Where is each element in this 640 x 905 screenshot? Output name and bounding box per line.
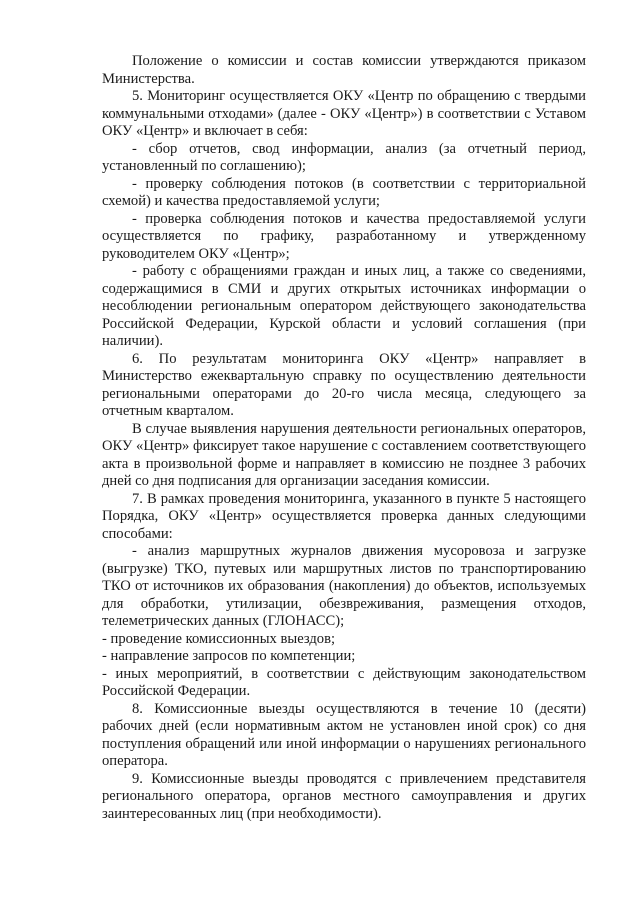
list-item: - сбор отчетов, свод информации, анализ (за отчетный период, установленный по соглашению); <box>102 140 586 174</box>
paragraph-violation: В случае выявления нарушения деятельности региональных операторов, ОКУ «Центр» фиксирует такое нарушение с составлением соответствующего акта в произвольной форме и направляет в комиссию не позднее 3 рабочих дней со дня подписания для организации заседания комиссии. <box>102 420 586 489</box>
list-item: - проверка соблюдения потоков и качества предоставляемой услуги осуществляется по графику, разработанному и утвержденному руководителем ОКУ «Центр»; <box>102 210 586 262</box>
paragraph-item-5: 5. Мониторинг осуществляется ОКУ «Центр по обращению с твердыми коммунальными отходами» (далее - ОКУ «Центр») в соответствии с Уставом ОКУ «Центр» и включает в себя: <box>102 88 586 139</box>
paragraph-commission-approval: Положение о комиссии и состав комиссии утверждаются приказом Министерства. <box>102 53 586 87</box>
paragraph-item-8: 8. Комиссионные выезды осуществляются в течение 10 (десяти) рабочих дней (если нормативным актом не установлен иной срок) со дня поступления обращений или иной информации о нарушениях регионального оператора. <box>102 700 586 769</box>
list-item: - анализ маршрутных журналов движения мусоровоза и загрузке (выгрузке) ТКО, путевых или маршрутных листов по транспортированию ТКО от источников их образования (накопления) до объектов, используемых для обработки, утилизации, обезвреживания, размещения отходов, телеметрических данных (ГЛОНАСС); <box>102 543 586 629</box>
list-item: - иных мероприятий, в соответствии с действующим законодательством Российской Федерации. <box>102 665 586 699</box>
paragraph-item-7: 7. В рамках проведения мониторинга, указанного в пункте 5 настоящего Порядка, ОКУ «Центр» осуществляется проверка данных следующими способами: <box>102 490 586 542</box>
paragraph-item-9: 9. Комиссионные выезды проводятся с привлечением представителя регионального оператора, органов местного самоуправления и других заинтересованных лиц (при необходимости). <box>102 770 586 822</box>
list-item: - направление запросов по компетенции; <box>102 648 356 664</box>
list-item: - проведение комиссионных выездов; <box>102 630 336 647</box>
paragraph-item-6: 6. По результатам мониторинга ОКУ «Центр» направляет в Министерство ежеквартальную справку по осуществлению деятельности региональными операторами до 20-го числа месяца, следующего за отчетным кварталом. <box>102 350 586 419</box>
document-body <box>102 53 586 823</box>
list-item: - работу с обращениями граждан и иных лиц, а также со сведениями, содержащимися в СМИ и других открытых источниках информации о несоблюдении региональным оператором действующего законодательства Российской Федерации, Курской области и условий соглашения (при наличии). <box>102 263 586 349</box>
list-item: - проверку соблюдения потоков (в соответствии с территориальной схемой) и качества предоставляемой услуги; <box>102 175 586 209</box>
